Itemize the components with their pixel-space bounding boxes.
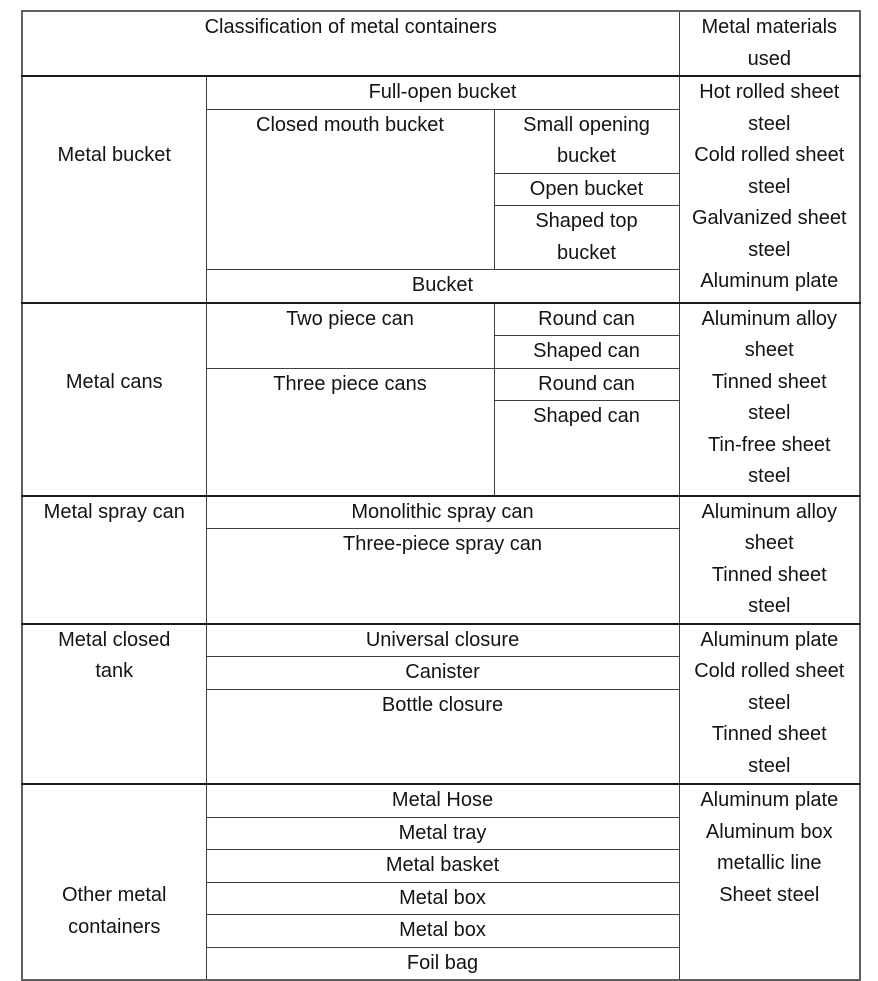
material-item: Tinned sheet steel	[711, 370, 827, 424]
type-cell: Bottle closure	[206, 689, 679, 784]
type-cell: Metal box	[206, 915, 679, 948]
material-item: Tinned sheet steel	[711, 723, 827, 777]
material-item: Galvanized sheet steel	[691, 207, 847, 261]
type-cell: Metal box	[206, 882, 679, 915]
header-materials-cell: Metal materials used	[679, 11, 860, 76]
material-item: Tinned sheet steel	[711, 563, 827, 617]
materials-cell	[679, 784, 860, 980]
category-cell: Metal cans	[22, 303, 206, 496]
materials-cell	[679, 496, 860, 624]
header-classification-cell: Classification of metal containers	[22, 11, 679, 76]
category-cell: Other metal containers	[22, 784, 206, 980]
classification-table	[21, 10, 861, 981]
type-cell: Metal Hose	[206, 784, 679, 817]
materials-cell	[679, 624, 860, 785]
type-cell: Monolithic spray can	[206, 496, 679, 529]
materials-cell	[679, 303, 860, 496]
material-item: Sheet steel	[719, 883, 820, 906]
material-item: Aluminum alloy sheet	[701, 307, 838, 361]
subtype-cell: Round can	[494, 368, 679, 401]
type-cell: Foil bag	[206, 947, 679, 980]
material-item: Aluminum plate	[700, 628, 839, 651]
type-cell: Metal basket	[206, 850, 679, 883]
subtype-cell: Round can	[494, 303, 679, 336]
material-item: Tin-free sheet steel	[707, 433, 831, 487]
type-cell: Three piece cans	[206, 368, 494, 496]
material-item: Aluminum box	[705, 820, 833, 843]
type-cell: Full-open bucket	[206, 76, 679, 109]
material-item: Hot rolled sheet steel	[699, 81, 840, 135]
type-cell: Bucket	[206, 270, 679, 303]
type-cell: Three-piece spray can	[206, 529, 679, 624]
category-cell: Metal closed tank	[22, 624, 206, 785]
material-item: Aluminum plate	[700, 270, 839, 292]
subtype-cell: Open bucket	[494, 173, 679, 206]
subtype-cell: Shaped can	[494, 401, 679, 496]
materials-cell	[679, 76, 860, 303]
material-item: Aluminum alloy sheet	[701, 500, 838, 554]
category-cell: Metal spray can	[22, 496, 206, 624]
type-cell: Two piece can	[206, 303, 494, 369]
category-cell: Metal bucket	[22, 76, 206, 303]
subtype-cell: Shaped can	[494, 336, 679, 369]
type-cell: Universal closure	[206, 624, 679, 657]
type-cell: Closed mouth bucket	[206, 109, 494, 270]
material-item: metallic line	[717, 852, 822, 874]
material-item: Aluminum plate	[700, 789, 839, 811]
type-cell: Metal tray	[206, 817, 679, 850]
subtype-cell: Small opening bucket	[494, 109, 679, 173]
type-cell: Canister	[206, 657, 679, 690]
material-item: Cold rolled sheet steel	[694, 660, 845, 714]
material-item: Cold rolled sheet steel	[694, 144, 845, 198]
subtype-cell: Shaped top bucket	[494, 206, 679, 270]
